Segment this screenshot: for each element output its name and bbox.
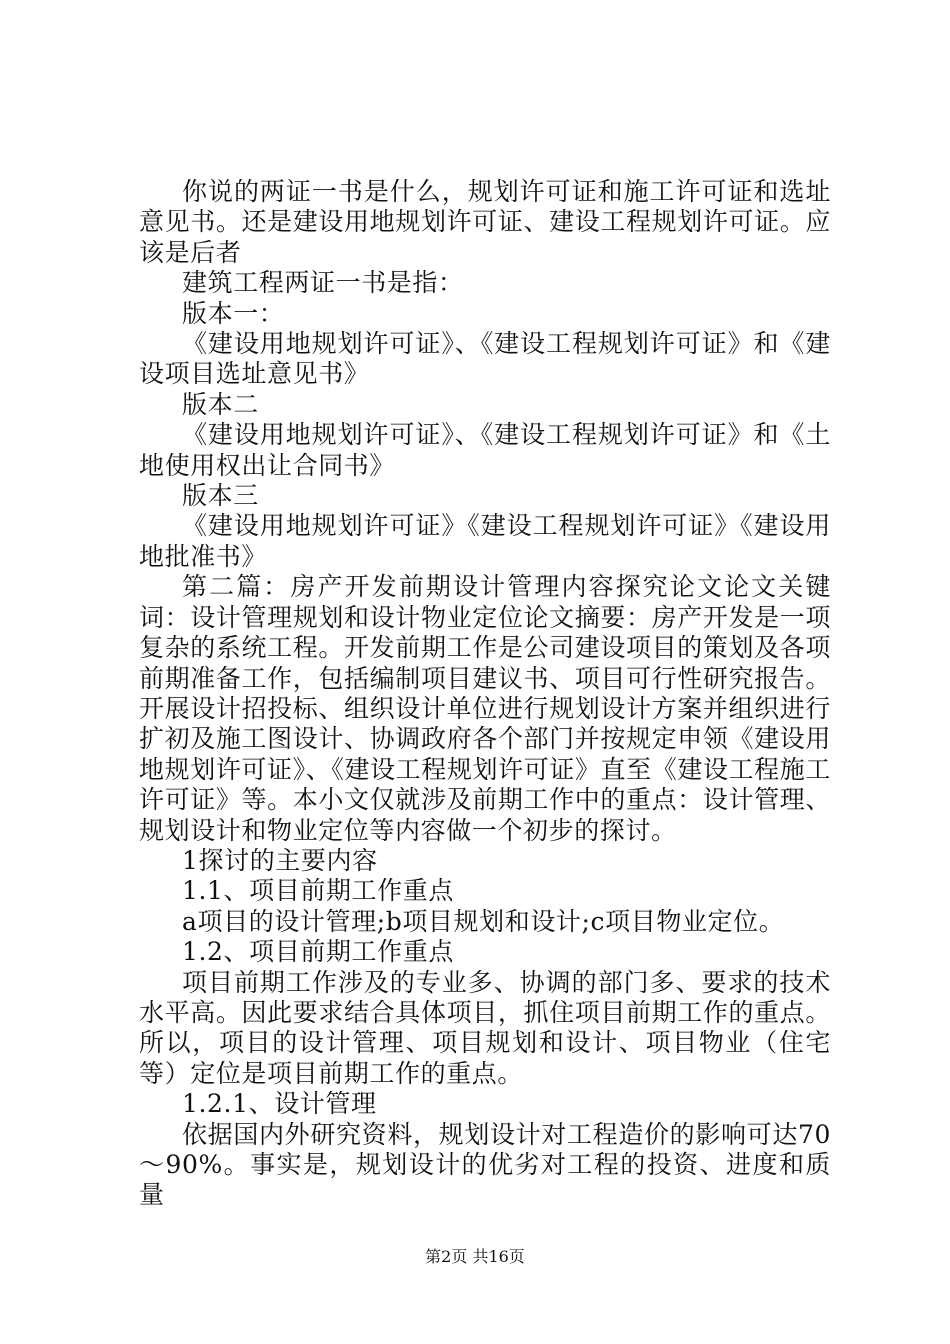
page-footer: 第2页 共16页	[425, 1247, 525, 1266]
paragraph-version-2-content: 《建设用地规划许可证》、《建设工程规划许可证》和《土地使用权出让合同书》	[139, 420, 831, 480]
paragraph-version-2-heading: 版本二	[182, 389, 259, 419]
paragraph-version-1-heading: 版本一：	[182, 298, 285, 328]
paragraph-version-3-content: 《建设用地规划许可证》《建设工程规划许可证》《建设用地批准书》	[139, 511, 831, 571]
paragraph-version-1-content: 《建设用地规划许可证》、《建设工程规划许可证》和《建设项目选址意见书》	[139, 329, 831, 389]
paragraph-intro: 你说的两证一书是什么，规划许可证和施工许可证和选址意见书。还是建设用地规划许可证、建设工程规划许可证。应该是后者	[139, 177, 831, 267]
paragraph-section-1-1: a项目的设计管理;b项目规划和设计;c项目物业定位。	[182, 906, 785, 936]
heading-section-1-2-1: 1.2.1、设计管理	[182, 1089, 377, 1119]
document-body	[139, 177, 831, 1211]
paragraph-section-1-2-1: 依据国内外研究资料，规划设计对工程造价的影响可达70～90%。事实是，规划设计的优劣对工程的投资、进度和质量	[139, 1119, 831, 1210]
paragraph-definition: 建筑工程两证一书是指：	[182, 268, 464, 298]
paragraph-second-article: 第二篇：房产开发前期设计管理内容探究论文论文关键词：设计管理规划和设计物业定位论文摘要：房产开发是一项复杂的系统工程。开发前期工作是公司建设项目的策划及各项前期准备工作，包括编制项目建议书、项目可行性研究报告。开展设计招投标、组织设计单位进行规划设计方案并组织进行扩初及施工图设计、协调政府各个部门并按规定申领《建设用地规划许可证》、《建设工程规划许可证》直至《建设工程施工许可证》等。本小文仅就涉及前期工作中的重点：设计管理、规划设计和物业定位等内容做一个初步的探讨。	[139, 572, 831, 845]
heading-section-1-2: 1.2、项目前期工作重点	[182, 937, 454, 967]
paragraph-version-3-heading: 版本三	[182, 481, 259, 511]
paragraph-section-1-2: 项目前期工作涉及的专业多、协调的部门多、要求的技术水平高。因此要求结合具体项目，抓住项目前期工作的重点。所以，项目的设计管理、项目规划和设计、项目物业（住宅等）定位是项目前期工作的重点。	[139, 967, 831, 1088]
heading-section-1-1: 1.1、项目前期工作重点	[182, 876, 454, 906]
heading-section-1: 1探讨的主要内容	[182, 845, 378, 875]
